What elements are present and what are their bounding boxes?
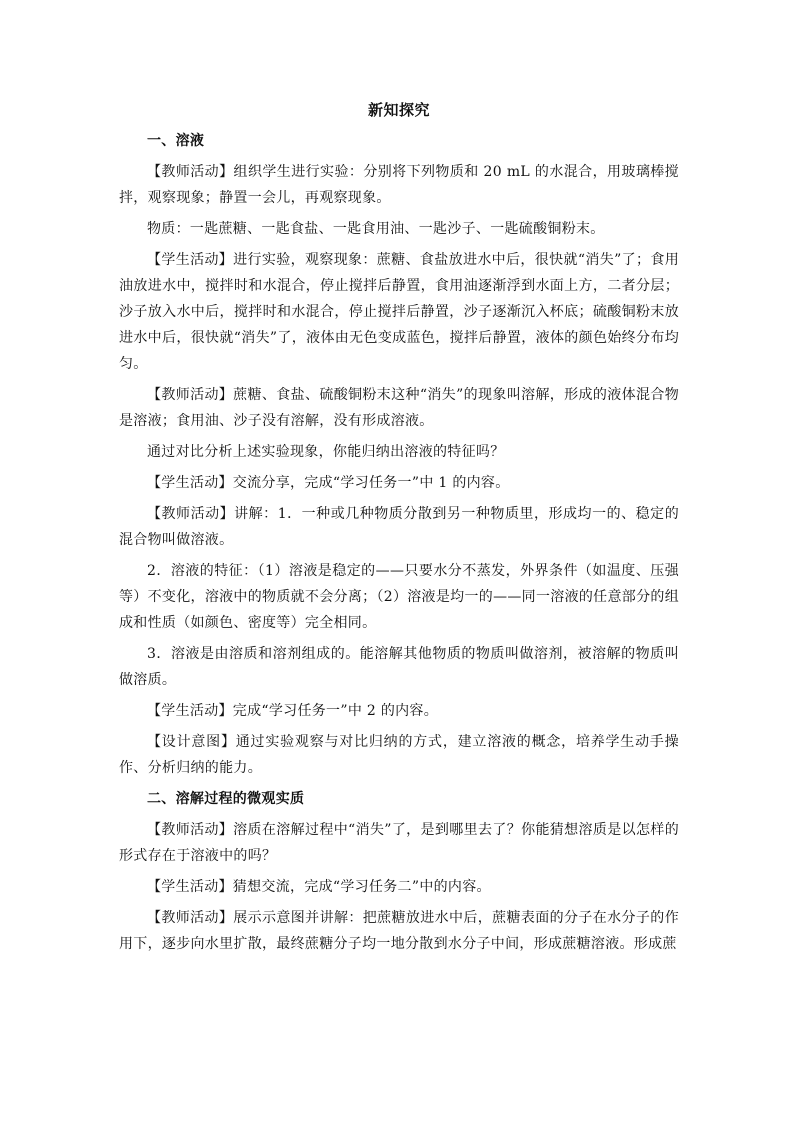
paragraph: 【教师活动】组织学生进行实验：分别将下列物质和 20 mL 的水混合，用玻璃棒搅拌，观察现象；静置一会儿，再观察现象。 xyxy=(119,164,679,206)
paragraph: 【学生活动】进行实验，观察现象：蔗糖、食盐放进水中后，很快就“消失”了；食用油放进水中，搅拌时和水混合，停止搅拌后静置，食用油逐渐浮到水面上方，二者分层；沙子放入水中后，搅拌时和水混合，停止搅拌后静置，沙子逐渐沉入杯底；硫酸铜粉末放进水中后，很快就“消失”了，液体由无色变成蓝色，搅拌后静置，液体的颜色始终分布均匀。 xyxy=(119,252,679,372)
paragraph: 【设计意图】通过实验观察与对比归纳的方式，建立溶液的概念，培养学生动手操作、分析归纳的能力。 xyxy=(119,734,679,776)
paragraph: 2．溶液的特征：（1）溶液是稳定的——只要水分不蒸发，外界条件（如温度、压强等）不变化，溶液中的物质就不会分离；（2）溶液是均一的——同一溶液的任意部分的组成和性质（如颜色、密度等）完全相同。 xyxy=(119,563,679,631)
paragraph: 【学生活动】完成“学习任务一”中 2 的内容。 xyxy=(147,703,439,719)
section-heading-solution: 一、溶液 xyxy=(147,133,205,149)
paragraph: 【学生活动】猜想交流，完成“学习任务二”中的内容。 xyxy=(147,879,491,895)
section-heading-dissolution: 二、溶解过程的微观实质 xyxy=(147,791,305,807)
paragraph: 【学生活动】交流分享，完成“学习任务一”中 1 的内容。 xyxy=(147,475,510,491)
paragraph: 【教师活动】溶质在溶解过程中“消失”了，是到哪里去了？你能猜想溶质是以怎样的形式存在于溶液中的吗？ xyxy=(119,822,679,864)
paragraph: 3．溶液是由溶质和溶剂组成的。能溶解其他物质的物质叫做溶剂，被溶解的物质叫做溶质。 xyxy=(119,646,679,688)
document-page xyxy=(119,96,679,962)
page-title: 新知探究 xyxy=(367,101,430,119)
paragraph: 【教师活动】讲解：1．一种或几种物质分散到另一种物质里，形成均一的、稳定的混合物叫做溶液。 xyxy=(119,506,679,548)
paragraph: 物质：一匙蔗糖、一匙食盐、一匙食用油、一匙沙子、一匙硫酸铜粉末。 xyxy=(147,221,605,237)
paragraph: 【教师活动】蔗糖、食盐、硫酸铜粉末这种“消失”的现象叫溶解，形成的液体混合物是溶液；食用油、沙子没有溶解，没有形成溶液。 xyxy=(119,387,679,429)
paragraph: 通过对比分析上述实验现象，你能归纳出溶液的特征吗？ xyxy=(147,444,505,460)
paragraph: 【教师活动】展示示意图并讲解：把蔗糖放进水中后，蔗糖表面的分子在水分子的作用下，逐步向水里扩散，最终蔗糖分子均一地分散到水分子中间，形成蔗糖溶液。形成蔗 xyxy=(119,910,679,952)
